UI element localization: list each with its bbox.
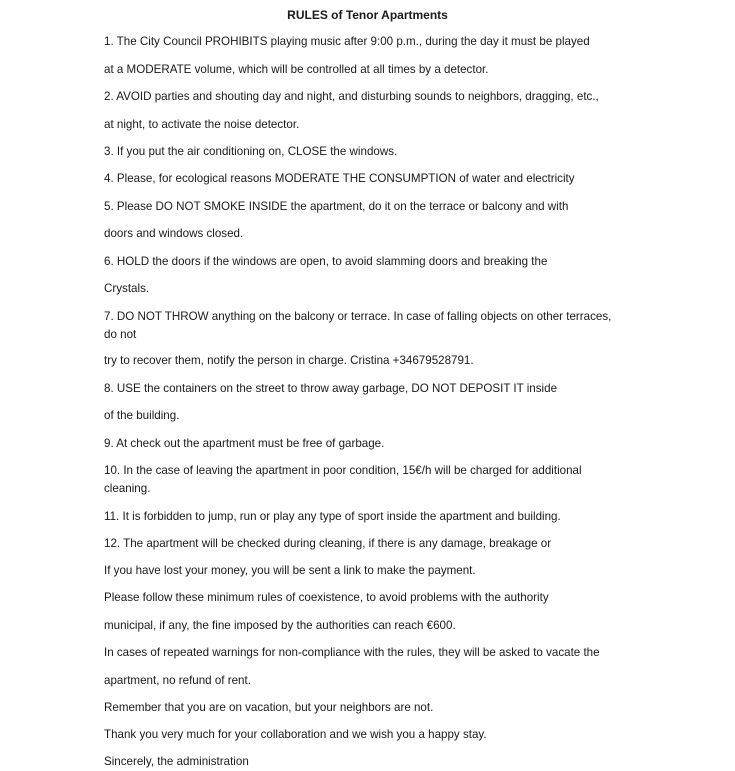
rule-3: 3. If you put the air conditioning on, CLOSE the windows. — [104, 145, 398, 158]
closing-line-6: Thank you very much for your collaboration and we wish you a happy stay. — [104, 728, 487, 741]
rule-5-line-2: doors and windows closed. — [104, 227, 244, 240]
closing-line-2: municipal, if any, the fine imposed by the authorities can reach €600. — [104, 619, 456, 632]
closing-line-3: In cases of repeated warnings for non-compliance with the rules, they will be asked to vacate the — [104, 646, 600, 659]
document-title: RULES of Tenor Apartments — [287, 8, 448, 22]
rule-6-line-1: 6. HOLD the doors if the windows are open, to avoid slamming doors and breaking the — [104, 255, 548, 268]
rule-12-line-1: 12. The apartment will be checked during cleaning, if there is any damage, breakage or — [104, 537, 552, 550]
rule-11: 11. It is forbidden to jump, run or play any type of sport inside the apartment and building. — [104, 510, 561, 523]
signature-line: Sincerely, the administration — [104, 755, 249, 768]
rule-2-line-2: at night, to activate the noise detector. — [104, 118, 300, 131]
rule-4: 4. Please, for ecological reasons MODERATE THE CONSUMPTION of water and electricity — [104, 172, 575, 185]
rule-10: 10. In the case of leaving the apartment in poor condition, 15€/h will be charged for additional cleaning. — [104, 464, 582, 495]
rule-8-line-1: 8. USE the containers on the street to throw away garbage, DO NOT DEPOSIT IT inside — [104, 382, 558, 395]
rule-7-line-2: try to recover them, notify the person in charge. Cristina +34679528791. — [104, 354, 474, 367]
rule-6-line-2: Crystals. — [104, 282, 150, 295]
closing-line-1: Please follow these minimum rules of coexistence, to avoid problems with the authority — [104, 591, 549, 604]
rule-12-line-2: If you have lost your money, you will be sent a link to make the payment. — [104, 564, 476, 577]
rule-1-line-1: 1. The City Council PROHIBITS playing music after 9:00 p.m., during the day it must be played — [104, 35, 590, 48]
rule-9: 9. At check out the apartment must be free of garbage. — [104, 437, 385, 450]
rule-2-line-1: 2. AVOID parties and shouting day and night, and disturbing sounds to neighbors, dragging, etc., — [104, 90, 599, 103]
closing-line-5: Remember that you are on vacation, but your neighbors are not. — [104, 701, 434, 714]
closing-line-4: apartment, no refund of rent. — [104, 674, 251, 687]
rule-1-line-2: at a MODERATE volume, which will be controlled at all times by a detector. — [104, 63, 489, 76]
rule-8-line-2: of the building. — [104, 409, 180, 422]
rule-5-line-1: 5. Please DO NOT SMOKE INSIDE the apartment, do it on the terrace or balcony and with — [104, 200, 569, 213]
rule-7-line-1: 7. DO NOT THROW anything on the balcony or terrace. In case of falling objects on other terraces, do not — [104, 310, 612, 341]
